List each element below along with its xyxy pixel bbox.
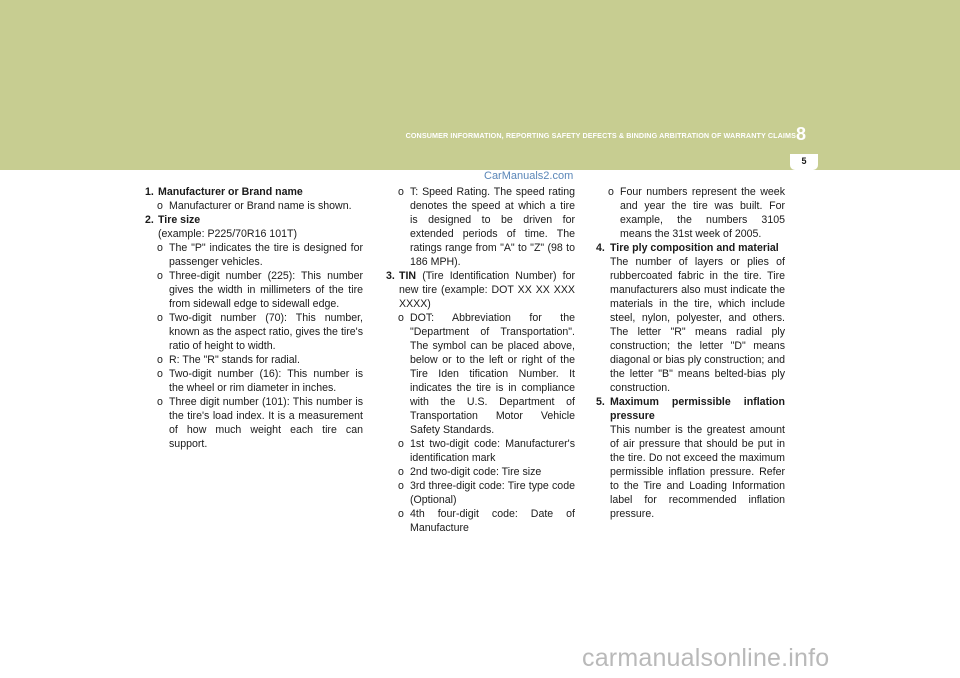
bullet-marker: o (157, 354, 163, 366)
section-title: Maximum permissible inflation pressure (610, 396, 785, 422)
bullet-item (386, 311, 575, 437)
section-title: Manufacturer or Brand name (158, 186, 303, 198)
bullet-marker: o (398, 186, 404, 198)
section-text: This number is the greatest amount of air pressure that should be put in the tire. Do not exceed the maximum permissible inflation pressure. Refer to the Tire and Loading Information label for recommended inflation pressure. (610, 424, 785, 520)
column-2 (386, 185, 575, 535)
bullet-item (596, 185, 785, 241)
bullet-marker: o (157, 200, 163, 212)
bullet-marker: o (398, 312, 404, 324)
bullet-marker: o (157, 242, 163, 254)
section-ply-composition (596, 241, 785, 255)
bullet-marker: o (398, 508, 404, 520)
section-title: Tire size (158, 214, 201, 226)
bullet-text: Manufacturer or Brand name is shown. (169, 200, 352, 212)
bullet-item (145, 353, 363, 367)
bullet-marker: o (157, 270, 163, 282)
section-max-inflation (596, 395, 785, 423)
section-number: 3. (386, 270, 395, 282)
bullet-text: 2nd two-digit code: Tire size (410, 466, 542, 478)
bullet-text: Three-digit number (225): This number gives the width in millimeters of the tire from sidewall edge to sidewall edge. (169, 270, 363, 310)
bullet-marker: o (398, 466, 404, 478)
bullet-item (386, 437, 575, 465)
section-number: 1. (145, 186, 154, 198)
bullet-text: T: Speed Rating. The speed rating denotes the speed at which a tire is designed to be driven for extended periods of time. The ratings range from "A" to "Z" (98 to 186 MPH). (410, 186, 575, 268)
bullet-text: 4th four-digit code: Date of Manufacture (410, 508, 575, 534)
chapter-number: 8 (796, 124, 807, 144)
bullet-item (145, 269, 363, 311)
bullet-text: Two-digit number (16): This number is the wheel or rim diameter in inches. (169, 368, 363, 394)
section-number: 5. (596, 396, 605, 408)
bullet-text: 3rd three-digit code: Tire type code (Optional) (410, 480, 575, 506)
footer-watermark: carmanualsonline.info (582, 644, 830, 672)
bullet-item (386, 185, 575, 269)
section-number: 2. (145, 214, 154, 226)
bullet-item (386, 479, 575, 507)
bullet-marker: o (398, 438, 404, 450)
bullet-marker: o (157, 396, 163, 408)
bullet-item (145, 311, 363, 353)
bullet-item (386, 465, 575, 479)
bullet-item (386, 507, 575, 535)
column-3 (596, 185, 785, 521)
bullet-item (145, 367, 363, 395)
bullet-marker: o (398, 480, 404, 492)
section-text: (Tire Identification Number) for new tire (example: DOT XX XX XXX XXXX) (399, 270, 575, 310)
bullet-text: R: The "R" stands for radial. (169, 354, 300, 366)
section-number: 4. (596, 242, 605, 254)
section-text: The number of layers or plies of rubbercoated fabric in the tire. Tire manufacturers also must indicate the materials in the tire, which include steel, nylon, polyester, and others. The letter "R" means radial ply construction; the letter "D" means diagonal or bias ply construction; and the letter "B" means belted-bias ply construction. (610, 256, 785, 394)
bullet-text: DOT: Abbreviation for the "Department of Transportation". The symbol can be placed above, below or to the left or right of the Tire Iden tification Number. It indicates the tire is in compliance with the U.S. Department of Transportation Motor Vehicle Safety Standards. (410, 312, 575, 436)
bullet-marker: o (157, 368, 163, 380)
bullet-item (145, 241, 363, 269)
section-tin (386, 269, 575, 311)
column-1 (145, 185, 363, 451)
section-title: Tire ply composition and material (610, 242, 779, 254)
bullet-text: The "P" indicates the tire is designed for passenger vehicles. (169, 242, 363, 268)
bullet-text: Two-digit number (70): This number, known as the aspect ratio, gives the tire's ratio of height to width. (169, 312, 363, 352)
section-title: TIN (399, 270, 417, 282)
bullet-text: Three digit number (101): This number is the tire's load index. It is a measurement of how much weight each tire can support. (169, 396, 363, 450)
section-tire-size (145, 213, 363, 227)
watermark-link[interactable]: CarManuals2.com (484, 170, 574, 182)
example-text: (example: P225/70R16 101T) (158, 228, 297, 240)
bullet-marker: o (157, 312, 163, 324)
bullet-item (145, 395, 363, 451)
chapter-title: CONSUMER INFORMATION, REPORTING SAFETY DEFECTS & BINDING ARBITRATION OF WARRANTY CLAIMS (405, 131, 796, 140)
header-band (0, 0, 960, 170)
bullet-text: 1st two-digit code: Manufacturer's identification mark (410, 438, 575, 464)
page-number: 5 (801, 156, 807, 166)
bullet-item (145, 199, 363, 213)
bullet-text: Four numbers represent the week and year the tire was built. For example, the numbers 3105 means the 31st week of 2005. (620, 186, 785, 240)
bullet-marker: o (608, 186, 614, 198)
section-manufacturer (145, 185, 363, 199)
